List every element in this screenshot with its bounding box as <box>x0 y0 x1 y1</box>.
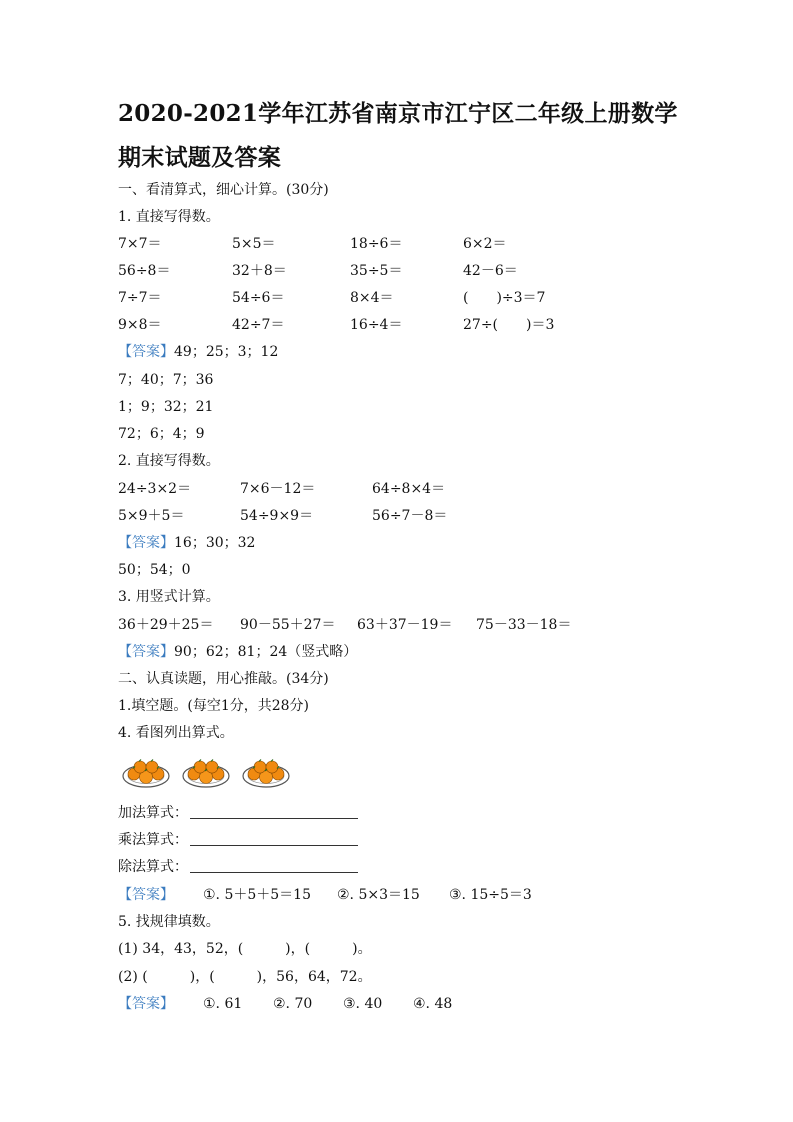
q5-answer: ①. 61 <box>203 996 243 1012</box>
answer-tag: 【答案】 <box>118 887 174 903</box>
q2-problem: 54÷9×9＝ <box>240 508 314 524</box>
fill-blank-heading: 1.填空题。(每空1分，共28分) <box>118 698 310 714</box>
answer-text: 90；62；81；24（竖式略） <box>174 644 358 660</box>
q1-problem: 56÷8＝ <box>118 263 171 279</box>
q1-problem: 7×7＝ <box>118 236 162 252</box>
orange-plates-image <box>122 752 292 790</box>
q1-problem: 32＋8＝ <box>232 263 287 279</box>
q3-problem: 36＋29＋25＝ <box>118 617 214 633</box>
q1-problem: 27÷( )＝3 <box>463 317 555 333</box>
q4-answer: ③. 15÷5＝3 <box>449 887 532 903</box>
addition-label: 加法算式： <box>118 805 188 821</box>
answer-text: 16；30；32 <box>174 535 256 551</box>
plate-of-oranges-icon <box>183 760 229 788</box>
q3-problem: 90－55＋27＝ <box>240 617 336 633</box>
q2-heading: 2. 直接写得数。 <box>118 453 220 469</box>
answer-tag: 【答案】 <box>118 644 174 660</box>
q5-sequence-1: (1) 34，43，52，( )，( )。 <box>118 941 372 957</box>
q2-problem: 56÷7－8＝ <box>372 508 448 524</box>
addition-answer-blank <box>190 818 358 819</box>
q2-problem: 64÷8×4＝ <box>372 481 446 497</box>
multiplication-answer-blank <box>190 845 358 846</box>
section-2-heading: 二、认真读题，用心推敲。(34分) <box>118 671 329 687</box>
q1-problem: 42÷7＝ <box>232 317 285 333</box>
q1-problem: 16÷4＝ <box>350 317 403 333</box>
q2-answer-line: 50；54；0 <box>118 562 191 578</box>
plate-of-oranges-icon <box>123 760 169 788</box>
q3-problem: 75－33－18＝ <box>476 617 572 633</box>
q5-sequence-2: (2) ( )，( )，56，64，72。 <box>118 969 372 985</box>
q1-answer-line: 72；6；4；9 <box>118 426 205 442</box>
q5-answer: ②. 70 <box>273 996 313 1012</box>
q1-heading: 1. 直接写得数。 <box>118 209 220 225</box>
q5-answer: ③. 40 <box>343 996 383 1012</box>
answer-tag: 【答案】 <box>118 535 174 551</box>
q1-problem: 8×4＝ <box>350 290 394 306</box>
section-1-heading: 一、看清算式，细心计算。(30分) <box>118 182 329 198</box>
answer-tag: 【答案】 <box>118 996 174 1012</box>
q2-problem: 7×6－12＝ <box>240 481 316 497</box>
q4-heading: 4. 看图列出算式。 <box>118 725 234 741</box>
q3-problem: 63＋37－19＝ <box>357 617 453 633</box>
q1-answer-line: 7；40；7；36 <box>118 372 214 388</box>
division-label: 除法算式： <box>118 859 188 875</box>
q4-answer: ②. 5×3＝15 <box>337 887 420 903</box>
q4-answer: ①. 5＋5＋5＝15 <box>203 887 311 903</box>
q1-answer <box>118 343 278 361</box>
q1-problem: 7÷7＝ <box>118 290 162 306</box>
q1-answer-line: 1；9；32；21 <box>118 399 214 415</box>
q5-heading: 5. 找规律填数。 <box>118 914 220 930</box>
answer-tag: 【答案】 <box>118 344 174 360</box>
q3-heading: 3. 用竖式计算。 <box>118 589 220 605</box>
answer-text: 49；25；3；12 <box>174 344 279 360</box>
q1-problem: 5×5＝ <box>232 236 276 252</box>
q1-problem: 35÷5＝ <box>350 263 403 279</box>
q2-problem: 24÷3×2＝ <box>118 481 192 497</box>
division-answer-blank <box>190 872 358 873</box>
q3-answer <box>118 643 357 661</box>
q5-answer: ④. 48 <box>413 996 453 1012</box>
q2-problem: 5×9＋5＝ <box>118 508 185 524</box>
q1-problem: 18÷6＝ <box>350 236 403 252</box>
q1-problem: 9×8＝ <box>118 317 162 333</box>
q1-problem: ( )÷3＝7 <box>463 290 546 306</box>
multiplication-label: 乘法算式： <box>118 832 188 848</box>
q1-problem: 6×2＝ <box>463 236 507 252</box>
document-title: 2020-2021学年江苏省南京市江宁区二年级上册数学期末试题及答案 <box>118 100 678 171</box>
q1-problem: 54÷6＝ <box>232 290 285 306</box>
q1-problem: 42－6＝ <box>463 263 518 279</box>
plate-of-oranges-icon <box>243 760 289 788</box>
q2-answer <box>118 534 255 552</box>
